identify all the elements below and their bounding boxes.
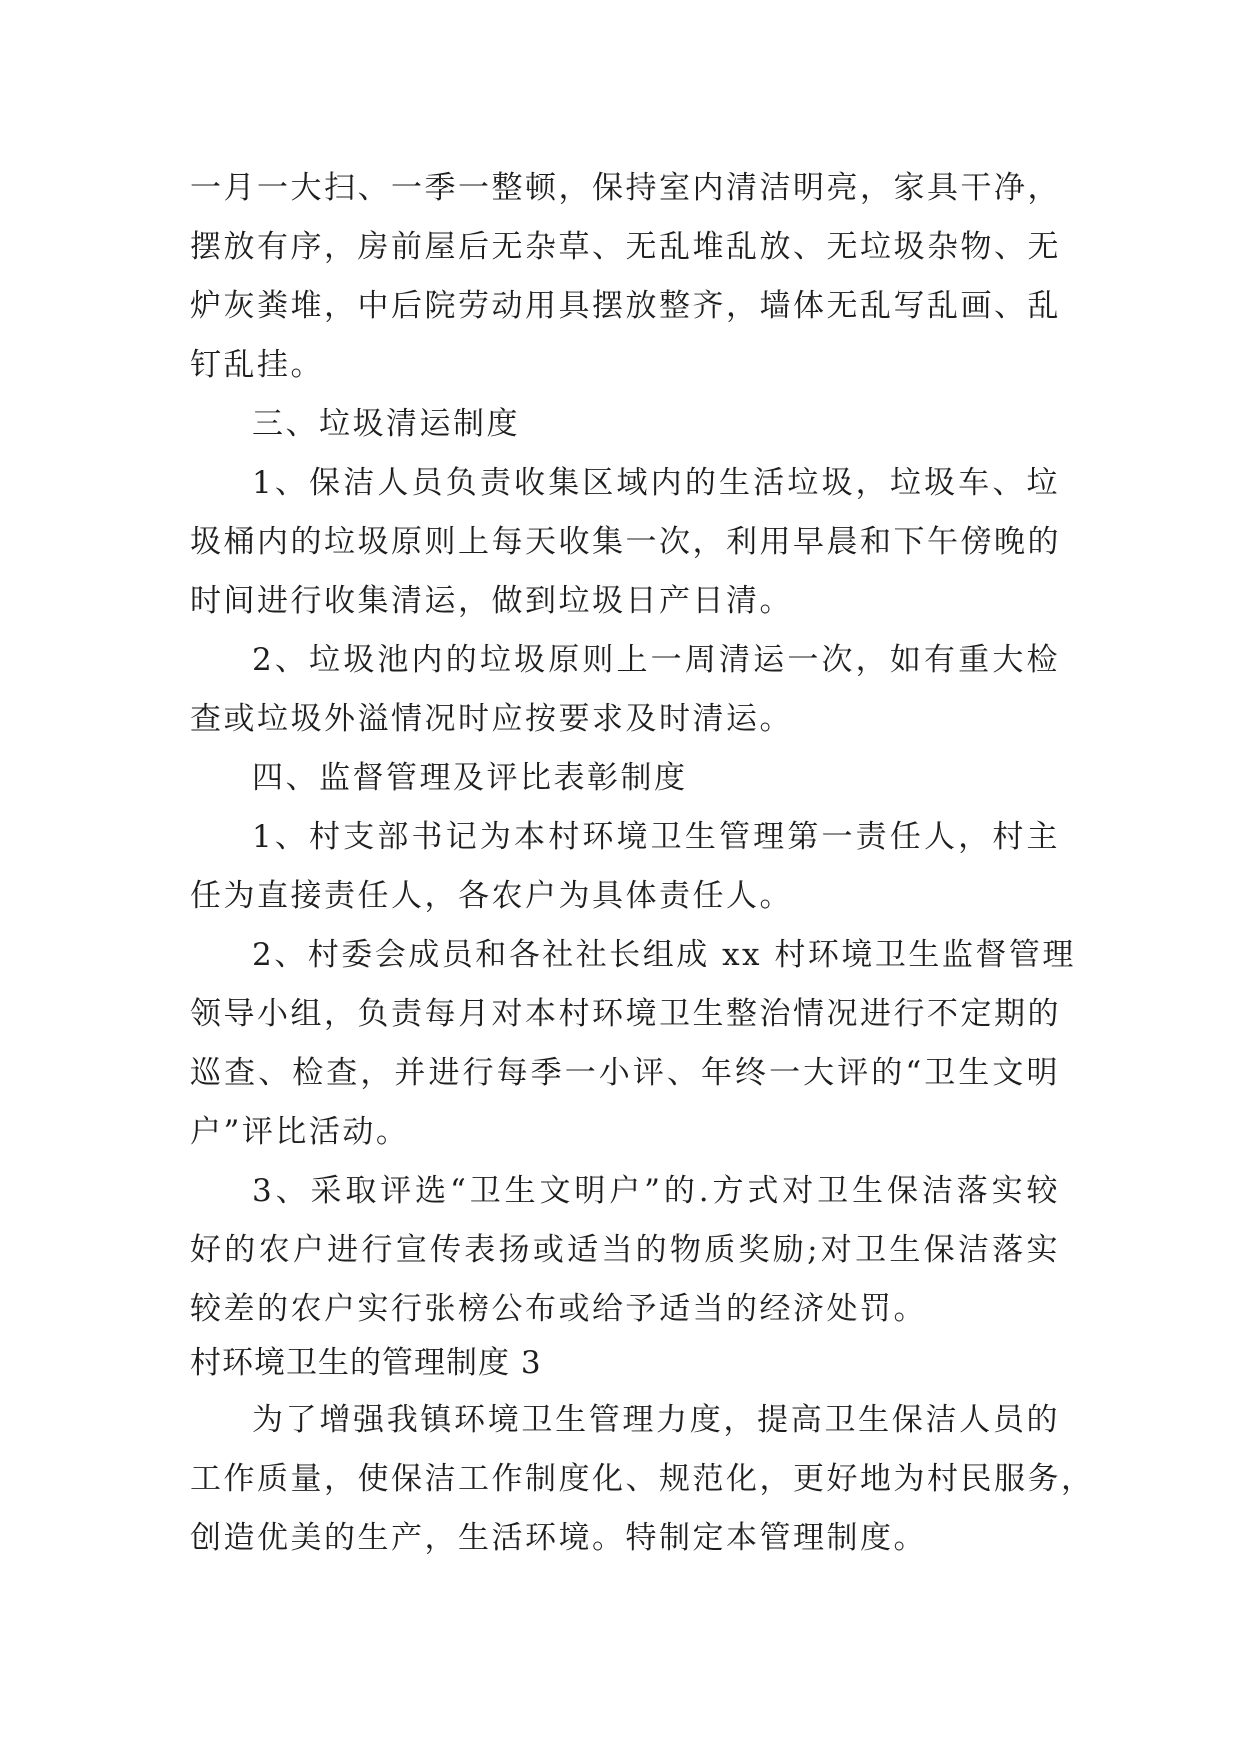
- paragraph-line: 创造优美的生产，生活环境。特制定本管理制度。: [190, 1520, 927, 1556]
- paragraph-line: 3、采取评选“卫生文明户”的.方式对卫生保洁落实较: [252, 1173, 1060, 1209]
- paragraph-line: 查或垃圾外溢情况时应按要求及时清运。: [190, 701, 793, 737]
- paragraph-line: 1、村支部书记为本村环境卫生管理第一责任人，村主: [252, 819, 1060, 855]
- paragraph-line: 2、垃圾池内的垃圾原则上一周清运一次，如有重大检: [252, 642, 1060, 678]
- paragraph-line: 一月一大扫、一季一整顿，保持室内清洁明亮，家具干净，: [190, 170, 1061, 206]
- paragraph-line: 钉乱挂。: [190, 347, 324, 383]
- paragraph-line: 巡查、检查，并进行每季一小评、年终一大评的“卫生文明: [190, 1055, 1060, 1091]
- paragraph-line: 为了增强我镇环境卫生管理力度，提高卫生保洁人员的: [252, 1402, 1060, 1438]
- paragraph-line: 炉灰粪堆，中后院劳动用具摆放整齐，墙体无乱写乱画、乱: [190, 288, 1061, 324]
- paragraph-line: 较差的农户实行张榜公布或给予适当的经济处罚。: [190, 1291, 927, 1327]
- paragraph-line: 任为直接责任人，各农户为具体责任人。: [190, 878, 793, 914]
- paragraph-line: 2、村委会成员和各社社长组成 xx 村环境卫生监督管理: [252, 937, 1076, 973]
- paragraph-line: 时间进行收集清运，做到垃圾日产日清。: [190, 583, 793, 619]
- paragraph-line: 1、保洁人员负责收集区域内的生活垃圾，垃圾车、垃: [252, 465, 1060, 501]
- paragraph-line: 户”评比活动。: [190, 1114, 410, 1150]
- paragraph-line: 圾桶内的垃圾原则上每天收集一次，利用早晨和下午傍晚的: [190, 524, 1061, 560]
- section-heading: 三、垃圾清运制度: [252, 406, 520, 442]
- section-heading: 四、监督管理及评比表彰制度: [252, 760, 688, 796]
- paragraph-line: 工作质量，使保洁工作制度化、规范化，更好地为村民服务，: [190, 1461, 1095, 1497]
- document-title: 村环境卫生的管理制度 3: [190, 1345, 542, 1381]
- paragraph-line: 领导小组，负责每月对本村环境卫生整治情况进行不定期的: [190, 996, 1061, 1032]
- paragraph-line: 好的农户进行宣传表扬或适当的物质奖励;对卫生保洁落实: [190, 1232, 1060, 1268]
- paragraph-line: 摆放有序，房前屋后无杂草、无乱堆乱放、无垃圾杂物、无: [190, 229, 1061, 265]
